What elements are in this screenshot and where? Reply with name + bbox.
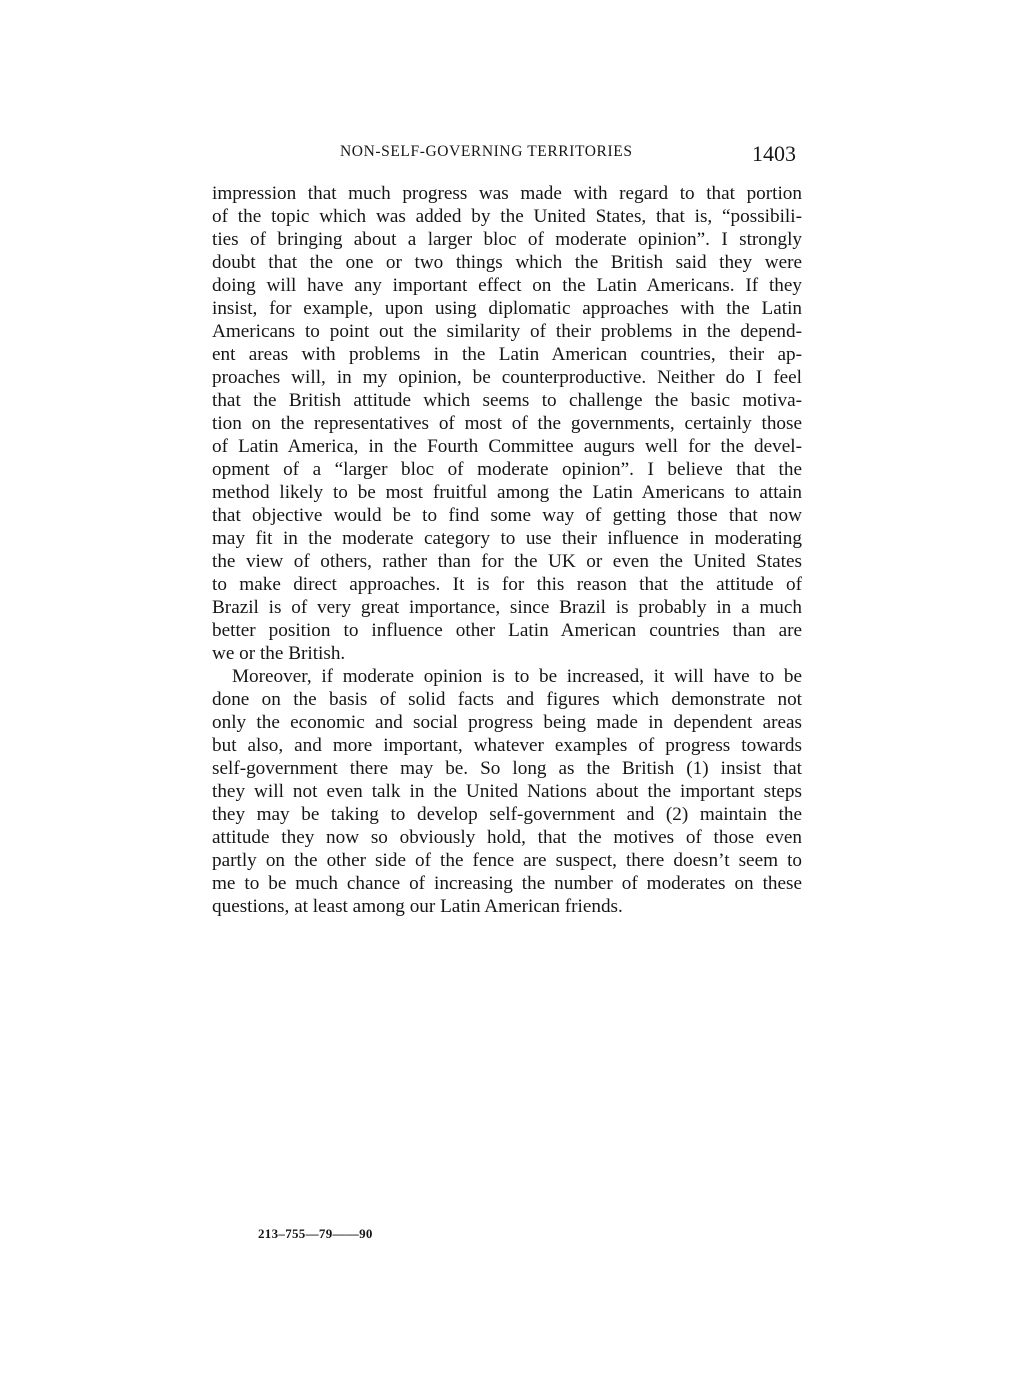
text-line: proaches will, in my opinion, be counterproductive. Neither do I feel [212, 367, 802, 388]
text-line: done on the basis of solid facts and figures which demonstrate not [212, 689, 802, 710]
text-line: attitude they now so obviously hold, that the motives of those even [212, 827, 802, 848]
text-line: questions, at least among our Latin American friends. [212, 896, 623, 917]
paragraph-2 [212, 665, 802, 918]
running-head-title: NON-SELF-GOVERNING TERRITORIES [340, 143, 633, 160]
text-line: self-government there may be. So long as the British (1) insist that [212, 758, 802, 779]
page-number: 1403 [752, 141, 796, 166]
text-line: to make direct approaches. It is for this reason that the attitude of [212, 574, 802, 595]
paragraph-1 [212, 182, 802, 665]
text-line: doing will have any important effect on the Latin Americans. If they [212, 275, 802, 296]
text-line: insist, for example, upon using diplomatic approaches with the Latin [212, 298, 802, 319]
text-line: we or the British. [212, 643, 346, 664]
text-line: Brazil is of very great importance, since Brazil is probably in a much [212, 597, 802, 618]
text-line: may fit in the moderate category to use their influence in moderating [212, 528, 802, 549]
text-line: ent areas with problems in the Latin American countries, their ap- [212, 344, 802, 365]
text-line: of the topic which was added by the United States, that is, “possibili- [212, 206, 802, 227]
printer-code: 213–755—79——90 [258, 1226, 373, 1241]
text-line: but also, and more important, whatever examples of progress towards [212, 735, 802, 756]
text-line: Moreover, if moderate opinion is to be increased, it will have to be [232, 666, 802, 687]
body-text [212, 182, 802, 918]
text-line: me to be much chance of increasing the number of moderates on these [212, 873, 802, 894]
text-line: they will not even talk in the United Nations about the important steps [212, 781, 802, 802]
text-line: method likely to be most fruitful among the Latin Americans to attain [212, 482, 802, 503]
text-line: that objective would be to find some way of getting those that now [212, 505, 802, 526]
text-line: that the British attitude which seems to challenge the basic motiva- [212, 390, 802, 411]
text-line: doubt that the one or two things which the British said they were [212, 252, 802, 273]
text-line: only the economic and social progress being made in dependent areas [212, 712, 802, 733]
text-line: tion on the representatives of most of the governments, certainly those [212, 413, 802, 434]
text-line: ties of bringing about a larger bloc of moderate opinion”. I strongly [212, 229, 802, 250]
text-line: the view of others, rather than for the UK or even the United States [212, 551, 802, 572]
text-line: opment of a “larger bloc of moderate opinion”. I believe that the [212, 459, 802, 480]
text-line: of Latin America, in the Fourth Committee augurs well for the devel- [212, 436, 802, 457]
text-line: better position to influence other Latin American countries than are [212, 620, 802, 641]
text-line: Americans to point out the similarity of their problems in the depend- [212, 321, 802, 342]
text-line: they may be taking to develop self-government and (2) maintain the [212, 804, 802, 825]
text-line: impression that much progress was made with regard to that portion [212, 183, 802, 204]
text-line: partly on the other side of the fence are suspect, there doesn’t seem to [212, 850, 802, 871]
